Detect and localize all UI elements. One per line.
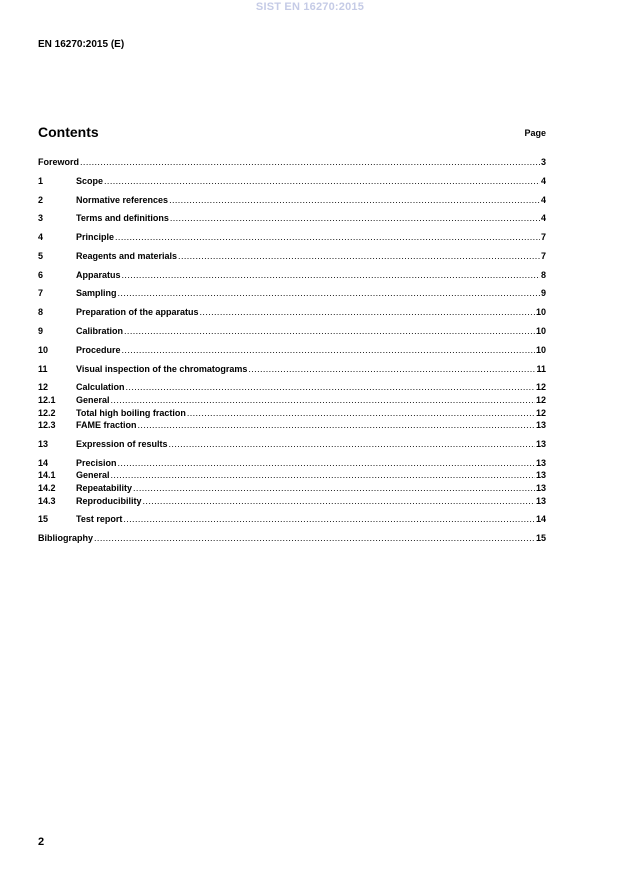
toc-dot-leader xyxy=(138,419,535,432)
toc-entry[interactable] xyxy=(38,394,546,407)
toc-entry-page: 12 xyxy=(535,394,546,405)
page-column-label: Page xyxy=(524,128,546,138)
toc-dot-leader xyxy=(122,344,535,357)
toc-entry-page: 7 xyxy=(540,250,546,261)
toc-entry-number: 1 xyxy=(38,175,44,186)
toc-entry-page: 4 xyxy=(540,175,546,186)
toc-entry[interactable] xyxy=(38,287,546,300)
toc-dot-leader xyxy=(80,156,540,169)
toc-entry-number: 12 xyxy=(38,382,49,393)
toc-entry-number: 9 xyxy=(38,326,44,337)
toc-entry-page: 13 xyxy=(535,482,546,493)
toc-entry-page: 7 xyxy=(540,232,546,243)
toc-entry-title: Repeatability xyxy=(76,482,133,493)
toc-entry[interactable] xyxy=(38,407,546,420)
toc-dot-leader xyxy=(124,325,535,338)
toc-entry-page: 13 xyxy=(535,470,546,481)
toc-entry-page: 13 xyxy=(535,438,546,449)
toc-entry[interactable] xyxy=(38,269,546,282)
toc-entry-number: 14.2 xyxy=(38,482,56,493)
toc-entry-page: 13 xyxy=(535,420,546,431)
toc-entry-title: Foreword xyxy=(38,157,80,167)
toc-dot-leader xyxy=(123,513,535,526)
toc-entry-number: 12.1 xyxy=(38,394,56,405)
toc-entry-title: Calculation xyxy=(76,382,125,393)
page-number: 2 xyxy=(38,836,45,848)
toc-entry[interactable] xyxy=(38,212,546,225)
toc-entry-title: General xyxy=(76,470,110,481)
toc-entry-title: Apparatus xyxy=(76,269,121,280)
toc-entry-title: Calibration xyxy=(76,326,124,337)
toc-entry-page: 10 xyxy=(535,307,546,318)
toc-entry-title: Normative references xyxy=(76,194,169,205)
toc-entry-number: 15 xyxy=(38,514,49,525)
toc-entry[interactable] xyxy=(38,363,546,376)
toc-dot-leader xyxy=(94,532,535,545)
toc-entry-page: 4 xyxy=(540,213,546,224)
toc-entry-number: 14.3 xyxy=(38,495,56,506)
toc-entry[interactable] xyxy=(38,438,546,451)
toc-entry[interactable] xyxy=(38,250,546,263)
toc-entry-title: Sampling xyxy=(76,288,117,299)
toc-dot-leader xyxy=(169,438,535,451)
toc-entry[interactable] xyxy=(38,482,546,495)
toc-entry-title: Precision xyxy=(76,457,117,468)
toc-dot-leader xyxy=(187,407,535,420)
toc-dot-leader xyxy=(248,363,535,376)
toc-entry-title: Terms and definitions xyxy=(76,213,169,224)
toc-entry-page: 8 xyxy=(540,269,546,280)
toc-entry-page: 10 xyxy=(535,344,546,355)
toc-entry[interactable] xyxy=(38,469,546,482)
toc-dot-leader xyxy=(143,495,535,508)
toc-entry[interactable] xyxy=(38,457,546,470)
toc-entry-number: 2 xyxy=(38,194,44,205)
toc-entry-title: Total high boiling fraction xyxy=(76,407,186,418)
toc-entry-title: Scope xyxy=(76,175,104,186)
toc-entry-page: 4 xyxy=(540,194,546,205)
toc-dot-leader xyxy=(115,231,540,244)
toc-entry-number: 11 xyxy=(38,363,48,374)
toc-entry[interactable] xyxy=(38,495,546,508)
toc-entry-number: 3 xyxy=(38,213,44,224)
toc-entry[interactable] xyxy=(38,194,546,207)
toc-dot-leader xyxy=(111,394,535,407)
toc-entry-number: 12.2 xyxy=(38,407,56,418)
toc-dot-leader xyxy=(126,381,535,394)
toc-dot-leader xyxy=(118,287,540,300)
toc-entry-page: 10 xyxy=(535,326,546,337)
toc-dot-leader xyxy=(122,269,540,282)
table-of-contents xyxy=(38,156,546,545)
toc-dot-leader xyxy=(178,250,540,263)
toc-dot-leader xyxy=(118,457,535,470)
toc-entry[interactable] xyxy=(38,532,546,545)
toc-entry[interactable] xyxy=(38,325,546,338)
toc-entry[interactable] xyxy=(38,513,546,526)
toc-entry[interactable] xyxy=(38,344,546,357)
toc-entry-page: 12 xyxy=(535,382,546,393)
toc-dot-leader xyxy=(111,469,535,482)
toc-dot-leader xyxy=(133,482,535,495)
toc-entry[interactable] xyxy=(38,306,546,319)
toc-entry-title: Visual inspection of the chromatograms xyxy=(76,363,248,374)
toc-entry-number: 6 xyxy=(38,269,44,280)
toc-entry-number: 4 xyxy=(38,232,44,243)
toc-entry-page: 13 xyxy=(535,495,546,506)
toc-entry-number: 7 xyxy=(38,288,44,299)
toc-entry-title: FAME fraction xyxy=(76,420,137,431)
toc-entry-title: Preparation of the apparatus xyxy=(76,307,199,318)
toc-entry-page: 13 xyxy=(535,457,546,468)
toc-entry-page: 3 xyxy=(540,157,546,167)
toc-entry[interactable] xyxy=(38,231,546,244)
toc-entry-title: Expression of results xyxy=(76,438,168,449)
toc-entry-page: 15 xyxy=(535,533,546,544)
toc-entry-title: Reagents and materials xyxy=(76,250,178,261)
toc-entry-title: Procedure xyxy=(76,344,121,355)
toc-entry-title: Bibliography xyxy=(38,533,94,544)
toc-dot-leader xyxy=(170,212,540,225)
toc-entry-title: General xyxy=(76,394,110,405)
toc-entry-title: Test report xyxy=(76,514,123,525)
toc-entry-page: 14 xyxy=(535,514,546,525)
toc-entry-number: 8 xyxy=(38,307,44,318)
toc-entry[interactable] xyxy=(38,381,546,394)
watermark: SIST EN 16270:2015 xyxy=(255,1,365,13)
toc-entry-number: 5 xyxy=(38,250,44,261)
toc-entry-number: 14.1 xyxy=(38,470,56,481)
toc-entry-title: Principle xyxy=(76,232,115,243)
toc-entry-title: Reproducibility xyxy=(76,495,142,506)
toc-entry-number: 13 xyxy=(38,438,49,449)
toc-entry-page: 9 xyxy=(540,288,546,299)
toc-entry-number: 12.3 xyxy=(38,420,56,431)
toc-entry[interactable] xyxy=(38,419,546,432)
toc-dot-leader xyxy=(169,194,540,207)
toc-entry[interactable] xyxy=(38,175,546,188)
toc-entry-number: 10 xyxy=(38,344,49,355)
toc-entry-page: 12 xyxy=(535,407,546,418)
toc-entry-page: 11 xyxy=(536,363,546,374)
document-header: EN 16270:2015 (E) xyxy=(38,39,125,50)
toc-dot-leader xyxy=(104,175,540,188)
toc-dot-leader xyxy=(200,306,535,319)
toc-entry[interactable] xyxy=(38,156,546,169)
contents-title: Contents xyxy=(38,124,99,140)
toc-entry-number: 14 xyxy=(38,457,49,468)
